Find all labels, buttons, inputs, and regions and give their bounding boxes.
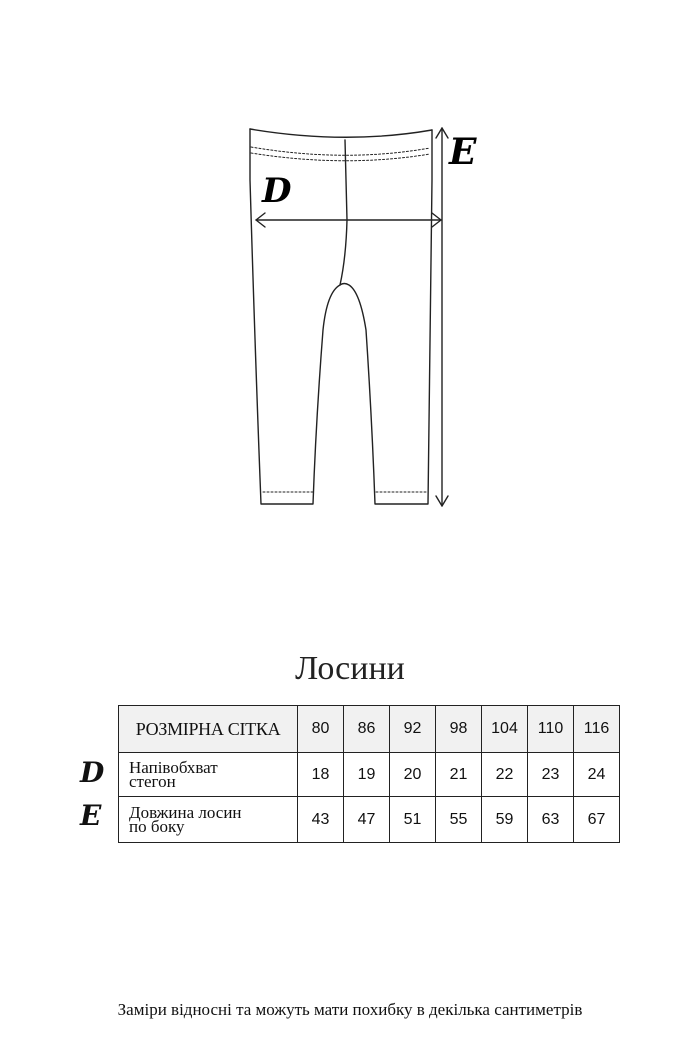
right-leg-outline: [340, 130, 432, 504]
value-cell: 21: [436, 753, 482, 797]
value-cell: 22: [482, 753, 528, 797]
length-marker: E: [449, 131, 477, 173]
size-cell: 98: [436, 706, 482, 753]
value-cell: 59: [482, 797, 528, 843]
product-title: Лосини: [295, 650, 405, 687]
value-cell: 47: [344, 797, 390, 843]
size-cell: 86: [344, 706, 390, 753]
table-row: [119, 797, 620, 843]
value-cell: 18: [298, 753, 344, 797]
center-seam: [340, 140, 347, 285]
waistband-stitch: [251, 153, 430, 161]
value-cell: 43: [298, 797, 344, 843]
value-cell: 19: [344, 753, 390, 797]
value-cell: 67: [574, 797, 620, 843]
waistband-top: [250, 129, 432, 137]
value-cell: 51: [390, 797, 436, 843]
table-row: [119, 753, 620, 797]
size-cell: 110: [528, 706, 574, 753]
table-header-row: [119, 706, 620, 753]
size-cell: 116: [574, 706, 620, 753]
value-cell: 23: [528, 753, 574, 797]
value-cell: 63: [528, 797, 574, 843]
length-param-label: Довжина лосин по боку: [119, 797, 298, 843]
hip-marker: D: [262, 171, 292, 211]
measurement-disclaimer: Заміри відносні та можуть мати похибку в декілька сантиметрів: [117, 1000, 583, 1019]
value-cell: 20: [390, 753, 436, 797]
size-cell: 80: [298, 706, 344, 753]
size-cell: 92: [390, 706, 436, 753]
size-grid-label: РОЗМІРНА СІТКА: [119, 706, 298, 753]
value-cell: 55: [436, 797, 482, 843]
value-cell: 24: [574, 753, 620, 797]
waistband-stitch: [251, 147, 430, 155]
row-hip-marker: D: [80, 756, 105, 789]
hip-param-label: Напівобхват стегон: [119, 753, 298, 797]
size-cell: 104: [482, 706, 528, 753]
row-length-marker: E: [80, 799, 102, 832]
size-chart-table: [118, 705, 620, 843]
